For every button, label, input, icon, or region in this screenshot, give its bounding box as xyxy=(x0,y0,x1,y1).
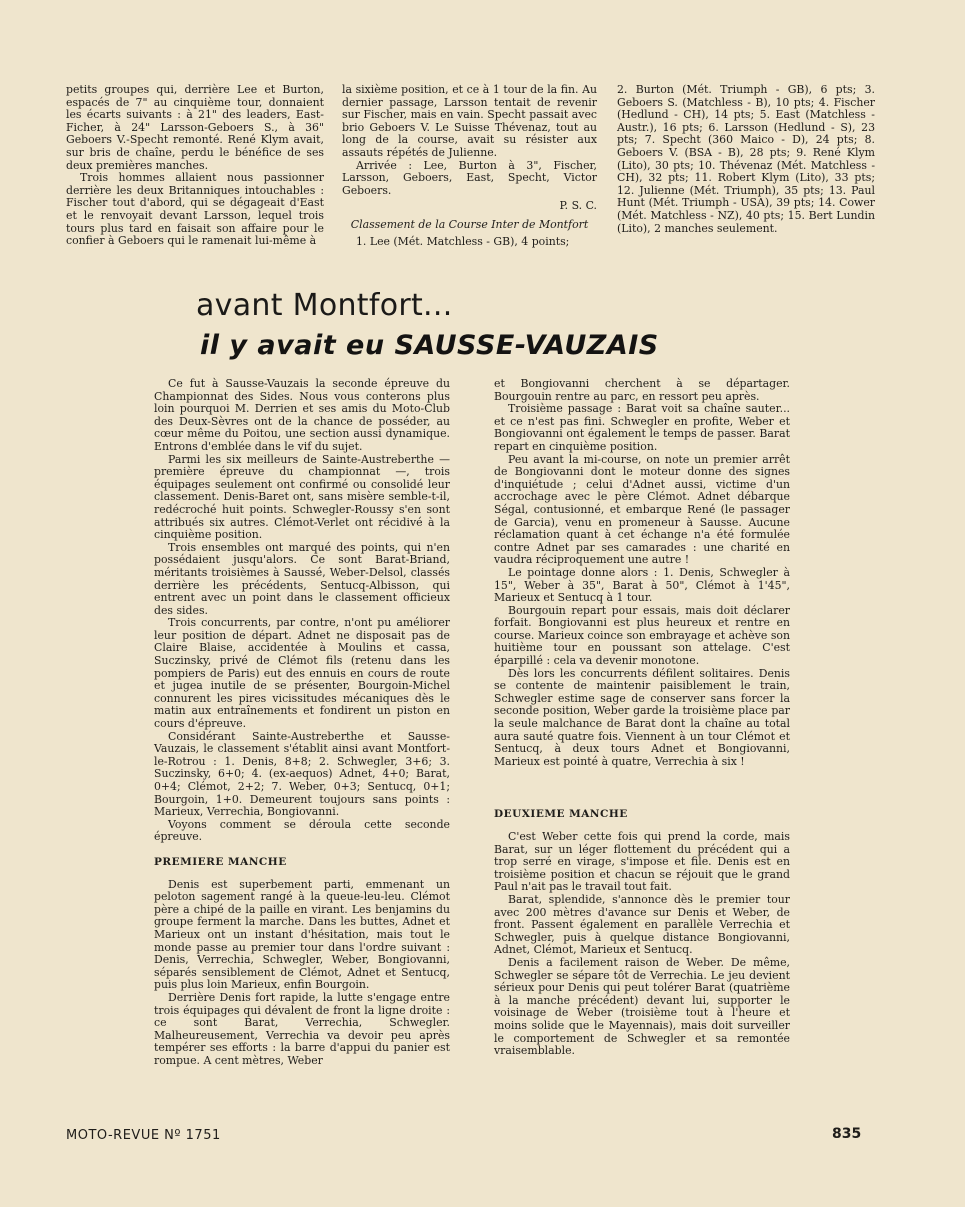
article-right-para-2: Troisième passage : Barat voit sa chaîne sauter... et ce n'est pas fini. Schwegler en profite, Weber et Bongiovanni ont également le temps de passer. Barat repart en cinquième position. xyxy=(494,402,790,453)
article-right-para-9: Denis a facilement raison de Weber. De même, Schwegler se sépare tôt de Verrechia. Le jeu devient sérieux pour Denis qui peut tolérer Barat (quatrième à la manche précédent) devant lui, supporter le voisinage de Weber (troisième tout à l'heure et moins solide que le Mayennais), mais doit surveiller le comportement de Schwegler et sa remontée vraisemblable. xyxy=(494,955,790,1058)
top-col2-para-1: la sixième position, et ce à 1 tour de la fin. Au dernier passage, Larsson tentait de revenir sur Fischer, mais en vain. Specht passait avec brio Geboers V. Le Suisse Thévenaz, tout au long de la course, avait su résister aux assauts répétés de Julienne. xyxy=(342,83,597,159)
article-left-para-8: Derrière Denis fort rapide, la lutte s'engage entre trois équipages qui dévalent de front la ligne droite : ce sont Barat, Verrechia, Schwegler. Malheureusement, Verrechia va devoir peu après tempérer ses efforts : la barre d'appui du panier est rompue. A cent mètres, Weber xyxy=(154,990,450,1067)
article-left-para-5: Considérant Sainte-Austreberthe et Sausse-Vauzais, le classement s'établit ainsi avant Montfort-le-Rotrou : 1. Denis, 8+8; 2. Schwegler, 3+6; 3. Suczinsky, 6+0; 4. (ex-aequos) Adnet, 4+0; Barat, 0+4; Clémot, 2+2; 7. Weber, 0+3; Sentucq, 0+1; Bourgoin, 1+0. Demeurent toujours sans points : Marieux, Verrechia, Bongiovanni. xyxy=(154,729,450,819)
top-col1-para-2: Trois hommes allaient nous passionner derrière les deux Britanniques intouchables : Fischer tout d'abord, qui se dégageait d'East et le renvoyait devant Larsson, lequel trois tours plus tard en faisait son affaire pour le confier à Geboers qui le ramenait lui-même à xyxy=(66,171,324,248)
top-col3-classement: 2. Burton (Mét. Triumph - GB), 6 pts; 3. Geboers S. (Matchless - B), 10 pts; 4. Fischer (Hedlund - CH), 14 pts; 5. East (Matchless - Austr.), 16 pts; 6. Larsson (Hedlund - S), 23 pts; 7. Specht (360 Maico - D), 24 pts; 8. Geboers V. (BSA - B), 28 pts; 9. René Klym (Lito), 30 pts; 10. Thévenaz (Mét. Matchless - CH), 32 pts; 11. Robert Klym (Lito), 33 pts; 12. Julienne (Mét. Triumph), 35 pts; 13. Paul Hunt (Mét. Triumph - USA), 39 pts; 14. Cower (Mét. Matchless - NZ), 40 pts; 15. Bert Lundin (Lito), 2 manches seulement. xyxy=(617,83,875,235)
deuxieme-manche-heading: DEUXIEME MANCHE xyxy=(494,808,628,821)
article-left-para-3: Trois ensembles ont marqué des points, qui n'en possédaient jusqu'alors. Ce sont Barat-Briand, méritants troisièmes à Saussé, Weber-Delsol, classés derrière les précédents, Sentucq-Albisson, qui entrent avec un point dans le classement officieux des sides. xyxy=(154,540,450,617)
page-number: 835 xyxy=(832,1126,862,1142)
top-col2-para-2: Arrivée : Lee, Burton à 3", Fischer, Larsson, Geboers, East, Specht, Victor Geboers. xyxy=(342,158,597,197)
article-right-column xyxy=(494,378,790,1058)
headline-line-1: avant Montfort... xyxy=(196,288,453,323)
top-col1-para-1: petits groupes qui, derrière Lee et Burton, espacés de 7" au cinquième tour, donnaient les écarts suivants : à 21" des leaders, East-Ficher, à 24" Larsson-Geboers S., à 36" Geboers V.-Specht remonté. René Klym avait, sur bris de chaîne, perdu le bénéfice de ses deux premières manches. xyxy=(66,83,324,172)
headline-line-2: il y avait eu SAUSSE-VAUZAIS xyxy=(200,330,659,361)
article-right-para-4: Le pointage donne alors : 1. Denis, Schwegler à 15", Weber à 35", Barat à 50", Clémot à 1'45", Marieux et Sentucq à 1 tour. xyxy=(494,565,790,605)
top-column-2 xyxy=(342,84,597,248)
article-right-para-8: Barat, splendide, s'annonce dès le premier tour avec 200 mètres d'avance sur Denis et Weber, de front. Passent également en parallèle Verrechia et Schwegler, puis à quelque distance Bongiovanni, Adnet, Clémot, Marieux et Sentucq. xyxy=(494,892,790,957)
premiere-manche-heading: PREMIERE MANCHE xyxy=(154,855,287,868)
article-right-para-5: Bourgouin repart pour essais, mais doit déclarer forfait. Bongiovanni est plus heureux et rentre en course. Marieux coince son embrayage et achève son huitième tour en poussant son attelage. C'est éparpillé : cela va devenir monotone. xyxy=(494,603,790,668)
top-column-3 xyxy=(617,84,875,235)
article-left-para-1: Ce fut à Sausse-Vauzais la seconde épreuve du Championnat des Sides. Nous vous conterons plus loin pourquoi M. Derrien et ses amis du Moto-Club des Deux-Sèvres ont de la chance de posséder, au cœur même du Poitou, une section aussi dynamique. Entrons d'emblée dans le vif du sujet. xyxy=(154,377,450,453)
article-left-para-7: Denis est superbement parti, emmenant un peloton sagement rangé à la queue-leu-leu. Clémot père a chipé de la paille en virant. Les benjamins du groupe ferment la marche. Dans les buttes, Adnet et Marieux ont un instant d'hésitation, mais tout le monde passe au premier tour dans l'ordre suivant : Denis, Verrechia, Schwegler, Weber, Bongiovanni, séparés sensiblement de Clémot, Adnet et Sentucq, puis plus loin Marieux, enfin Bourgoin. xyxy=(154,877,450,992)
article-right-para-3: Peu avant la mi-course, on note un premier arrêt de Bongiovanni dont le moteur donne des signes d'inquiétude ; celui d'Adnet aussi, victime d'un accrochage avec le père Clémot. Adnet débarque Ségal, contusionné, et embarque René (le passager de Garcia), venu en promeneur à Sausse. Aucune réclamation quant à cet échange n'a été formulée contre Adnet par ses camarades : une charité en vaudra réciproquement une autre ! xyxy=(494,452,790,567)
article-left-para-4: Trois concurrents, par contre, n'ont pu améliorer leur position de départ. Adnet ne disposait pas de Claire Blaise, accidentée à Moulins et cassa, Suczinsky, privé de Clémot fils (retenu dans les pompiers de Paris) eut des ennuis en cours de route et jugea inutile de se présenter, Bourgoin-Michel connurent les pires vicissitudes mécaniques dès le matin aux entraînements et fondirent un piston en cours d'épreuve. xyxy=(154,616,450,731)
article-left-column xyxy=(154,378,450,1067)
article-right-para-6: Dès lors les concurrents défilent solitaires. Denis se contente de maintenir paisiblement le train, Schwegler estime sage de conserver sans forcer la seconde position, Weber garde la troisième place par la seule malchance de Barat dont la chaîne au total aura sauté quatre fois. Viennent à un tour Clémot et Sentucq, à deux tours Adnet et Bongiovanni, Marieux est pointé à quatre, Verrechia à six ! xyxy=(494,666,790,768)
top-column-1 xyxy=(66,84,324,248)
article-left-para-6: Voyons comment se déroula cette seconde épreuve. xyxy=(154,817,450,844)
classement-heading: Classement de la Course Inter de Montfort xyxy=(350,217,589,231)
article-left-para-2: Parmi les six meilleurs de Sainte-Austreberthe — première épreuve du championnat —, trois équipages seulement ont confirmé ou consolidé leur classement. Denis-Baret ont, sans misère semble-t-il, redécroché huit points. Schwegler-Roussy s'en sont attribués six autres. Clémot-Verlet ont récidivé à la cinquième position. xyxy=(154,452,450,542)
magazine-footer-title: MOTO-REVUE Nº 1751 xyxy=(66,1128,221,1143)
article-right-para-1: et Bongiovanni cherchent à se départager. Bourgouin rentre au parc, en ressort peu après. xyxy=(494,377,790,403)
top-col2-signature: P. S. C. xyxy=(559,199,597,213)
article-right-para-7: C'est Weber cette fois qui prend la corde, mais Barat, sur un léger flottement du précédent qui a trop serré en virage, s'impose et file. Denis est en troisième position et chacun se réjouit que le grand Paul n'ait pas le travail tout fait. xyxy=(494,830,790,894)
top-col2-classement-start: 1. Lee (Mét. Matchless - GB), 4 points; xyxy=(356,234,570,248)
